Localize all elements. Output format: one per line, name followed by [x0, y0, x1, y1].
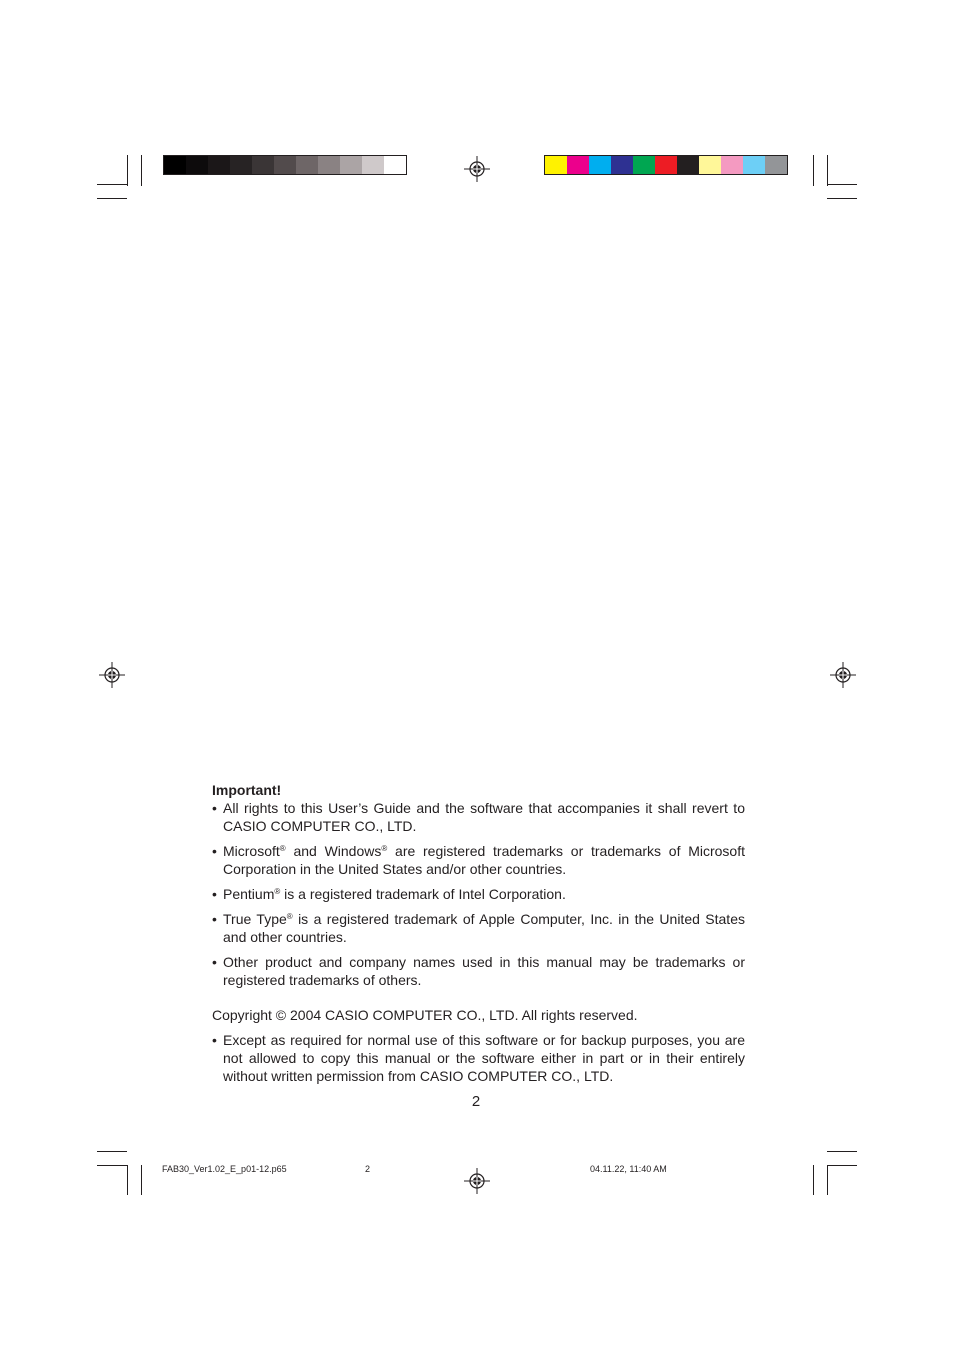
color-swatch: [208, 156, 230, 174]
list-item: • Pentium® is a registered trademark of Intel Corporation.: [212, 885, 745, 903]
color-swatch: [721, 156, 743, 174]
list-item: • Except as required for normal use of this software or for backup purposes, you are not allowed to copy this manual or the software either in part or in their entirely without written permission from CASIO COMPUTER CO., LTD.: [212, 1031, 745, 1085]
color-swatch: [765, 156, 787, 174]
color-swatch: [340, 156, 362, 174]
footer-page: 2: [365, 1164, 371, 1174]
crop-mark: [141, 1165, 142, 1195]
crop-mark: [827, 1151, 857, 1152]
color-swatch: [230, 156, 252, 174]
grayscale-bar: [163, 155, 407, 175]
color-swatch: [633, 156, 655, 174]
crop-mark: [813, 1165, 814, 1195]
crop-mark: [97, 1151, 127, 1152]
color-swatch: [384, 156, 406, 174]
color-swatch: [677, 156, 699, 174]
list-item: • All rights to this User’s Guide and the software that accompanies it shall revert to CASIO COMPUTER CO., LTD.: [212, 799, 745, 835]
notice-section: [212, 781, 745, 1092]
color-swatch: [611, 156, 633, 174]
crop-mark: [127, 155, 128, 186]
list-item: • Microsoft® and Windows® are registered trademarks or trademarks of Microsoft Corporation in the United States and/or other countries.: [212, 842, 745, 878]
copyright-notice: Copyright © 2004 CASIO COMPUTER CO., LTD. All rights reserved.: [212, 1007, 638, 1023]
crop-mark: [97, 198, 127, 199]
color-swatch: [164, 156, 186, 174]
color-swatch: [362, 156, 384, 174]
color-swatch: [589, 156, 611, 174]
color-swatch: [545, 156, 567, 174]
color-swatch: [743, 156, 765, 174]
footer-filename: FAB30_Ver1.02_E_p01-12.p65: [162, 1164, 287, 1174]
color-bar: [544, 155, 788, 175]
registration-mark-icon: [830, 662, 856, 688]
list-item: • True Type® is a registered trademark of Apple Computer, Inc. in the United States and other countries.: [212, 910, 745, 946]
color-swatch: [296, 156, 318, 174]
registration-mark-icon: [99, 662, 125, 688]
crop-mark: [827, 155, 828, 186]
color-swatch: [186, 156, 208, 174]
registration-mark-icon: [464, 1168, 490, 1194]
crop-mark: [827, 198, 857, 199]
crop-mark: [827, 1165, 857, 1166]
color-swatch: [274, 156, 296, 174]
notice-heading: Important!: [212, 782, 282, 798]
color-swatch: [252, 156, 274, 174]
crop-mark: [97, 184, 127, 185]
registration-mark-icon: [464, 156, 490, 182]
crop-mark: [827, 1165, 828, 1195]
color-swatch: [567, 156, 589, 174]
footer-timestamp: 04.11.22, 11:40 AM: [590, 1164, 667, 1174]
crop-mark: [141, 155, 142, 186]
color-swatch: [318, 156, 340, 174]
color-swatch: [655, 156, 677, 174]
crop-mark: [827, 184, 857, 185]
page-number: 2: [471, 1093, 481, 1110]
list-item: • Other product and company names used in this manual may be trademarks or registered trademarks of others.: [212, 953, 745, 989]
crop-mark: [813, 155, 814, 186]
crop-mark: [97, 1165, 127, 1166]
crop-mark: [127, 1165, 128, 1195]
color-swatch: [699, 156, 721, 174]
